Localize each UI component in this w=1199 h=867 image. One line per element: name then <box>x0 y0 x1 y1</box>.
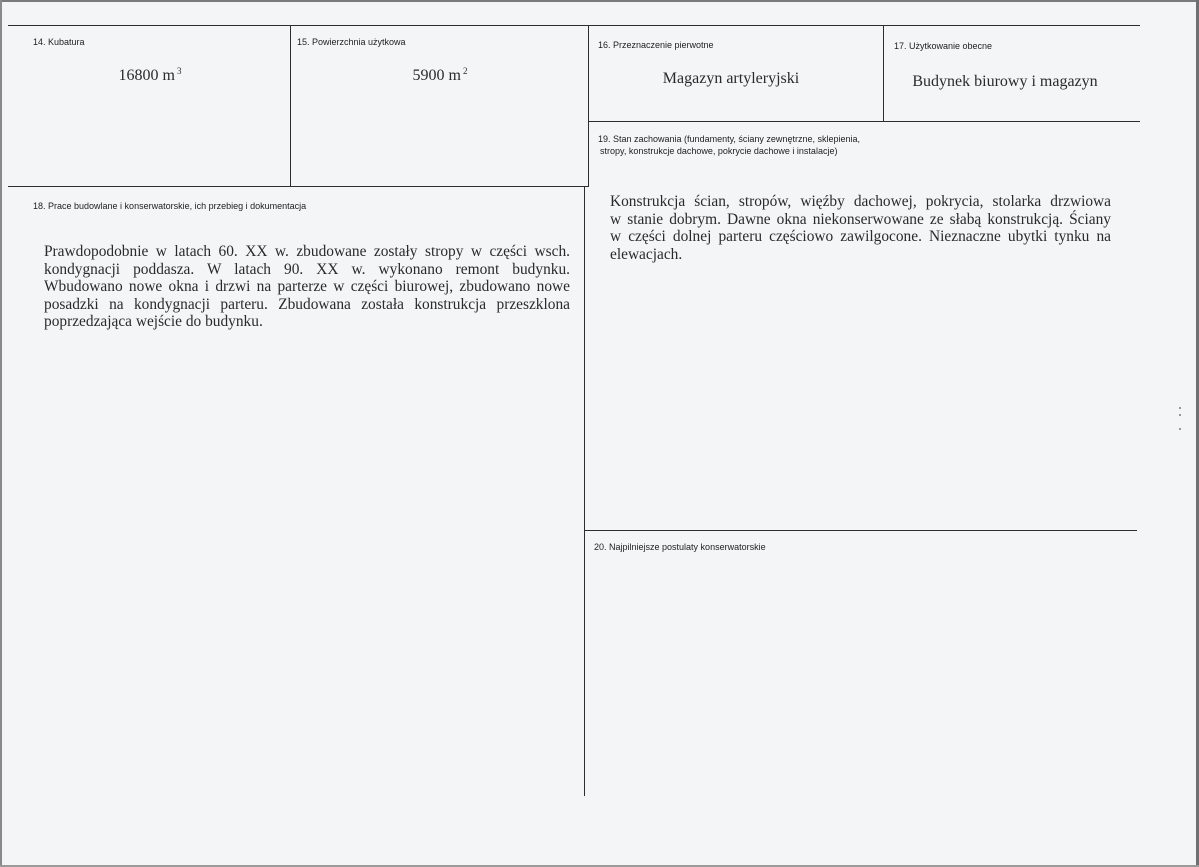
field-16-value: Magazyn artyleryjski <box>662 70 800 87</box>
field-18-line: poprzedzająca wejście do budynku. <box>44 313 263 331</box>
field-15-label: 15. Powierzchnia użytkowa <box>297 37 406 47</box>
field-18-line: posadzki na kondygnacji parteru. Zbudowana została konstrukcja przeszklona <box>44 295 570 313</box>
field-14-value-text: 16800 m <box>118 67 175 84</box>
field-20-label: 20. Najpilniejsze postulaty konserwatorskie <box>594 542 766 552</box>
scan-speck <box>1179 407 1181 409</box>
divider-center <box>584 186 585 796</box>
rule-under-14-15 <box>8 186 588 187</box>
field-19-text <box>610 193 1111 263</box>
scan-edge-left <box>0 0 2 867</box>
field-18-line: Prawdopodobnie w latach 60. XX w. zbudowane zostały stropy w części wsch. <box>44 243 570 260</box>
top-rule <box>8 25 1140 26</box>
field-14-unit-superscript: 3 <box>176 66 182 76</box>
divider-15-16 <box>588 25 589 187</box>
field-18-line: kondygnacji poddasza. W latach 90. XX w. wykonano remont budynku. <box>44 260 570 278</box>
field-18-line: Wbudowano nowe okna i drzwi na parterze w części biurowej, zbudowano nowe <box>44 278 570 296</box>
field-19-line: elewacjach. <box>610 245 683 263</box>
rule-under-16-17 <box>588 121 1140 122</box>
divider-16-17 <box>883 25 884 122</box>
field-18-label: 18. Prace budowlane i konserwatorskie, ich przebieg i dokumentacja <box>33 201 307 211</box>
field-15-value <box>350 67 530 85</box>
field-15-value-text: 5900 m <box>412 67 461 84</box>
field-16-label: 16. Przeznaczenie pierwotne <box>598 40 714 50</box>
field-14-label: 14. Kubatura <box>33 37 85 47</box>
field-19-label-line2: stropy, konstrukcje dachowe, pokrycie dachowe i instalacje) <box>600 146 838 156</box>
field-19-line: Konstrukcja ścian, stropów, więźby dachowej, pokrycia, stolarka drzwiowa <box>610 193 1111 210</box>
field-17-value: Budynek biurowy i magazyn <box>912 73 1098 90</box>
divider-14-15 <box>290 25 291 187</box>
field-19-label-line1: 19. Stan zachowania (fundamenty, ściany zewnętrzne, sklepienia, <box>598 134 860 144</box>
scan-speck <box>1179 428 1181 430</box>
field-17-label: 17. Użytkowanie obecne <box>894 41 993 51</box>
field-14-value <box>60 67 240 85</box>
rule-above-20 <box>584 530 1137 531</box>
field-15-unit-superscript: 2 <box>462 66 468 76</box>
field-18-text <box>44 243 570 331</box>
field-19-line: w części dolnej parteru częściowo zawilgocone. Nieznaczne ubytki tynku na <box>610 228 1111 246</box>
scan-edge-top <box>0 0 1199 2</box>
scan-speck <box>1179 414 1181 416</box>
field-19-line: w stanie dobrym. Dawne okna niekonserwowane ze słabą konstrukcją. Ściany <box>610 210 1111 228</box>
